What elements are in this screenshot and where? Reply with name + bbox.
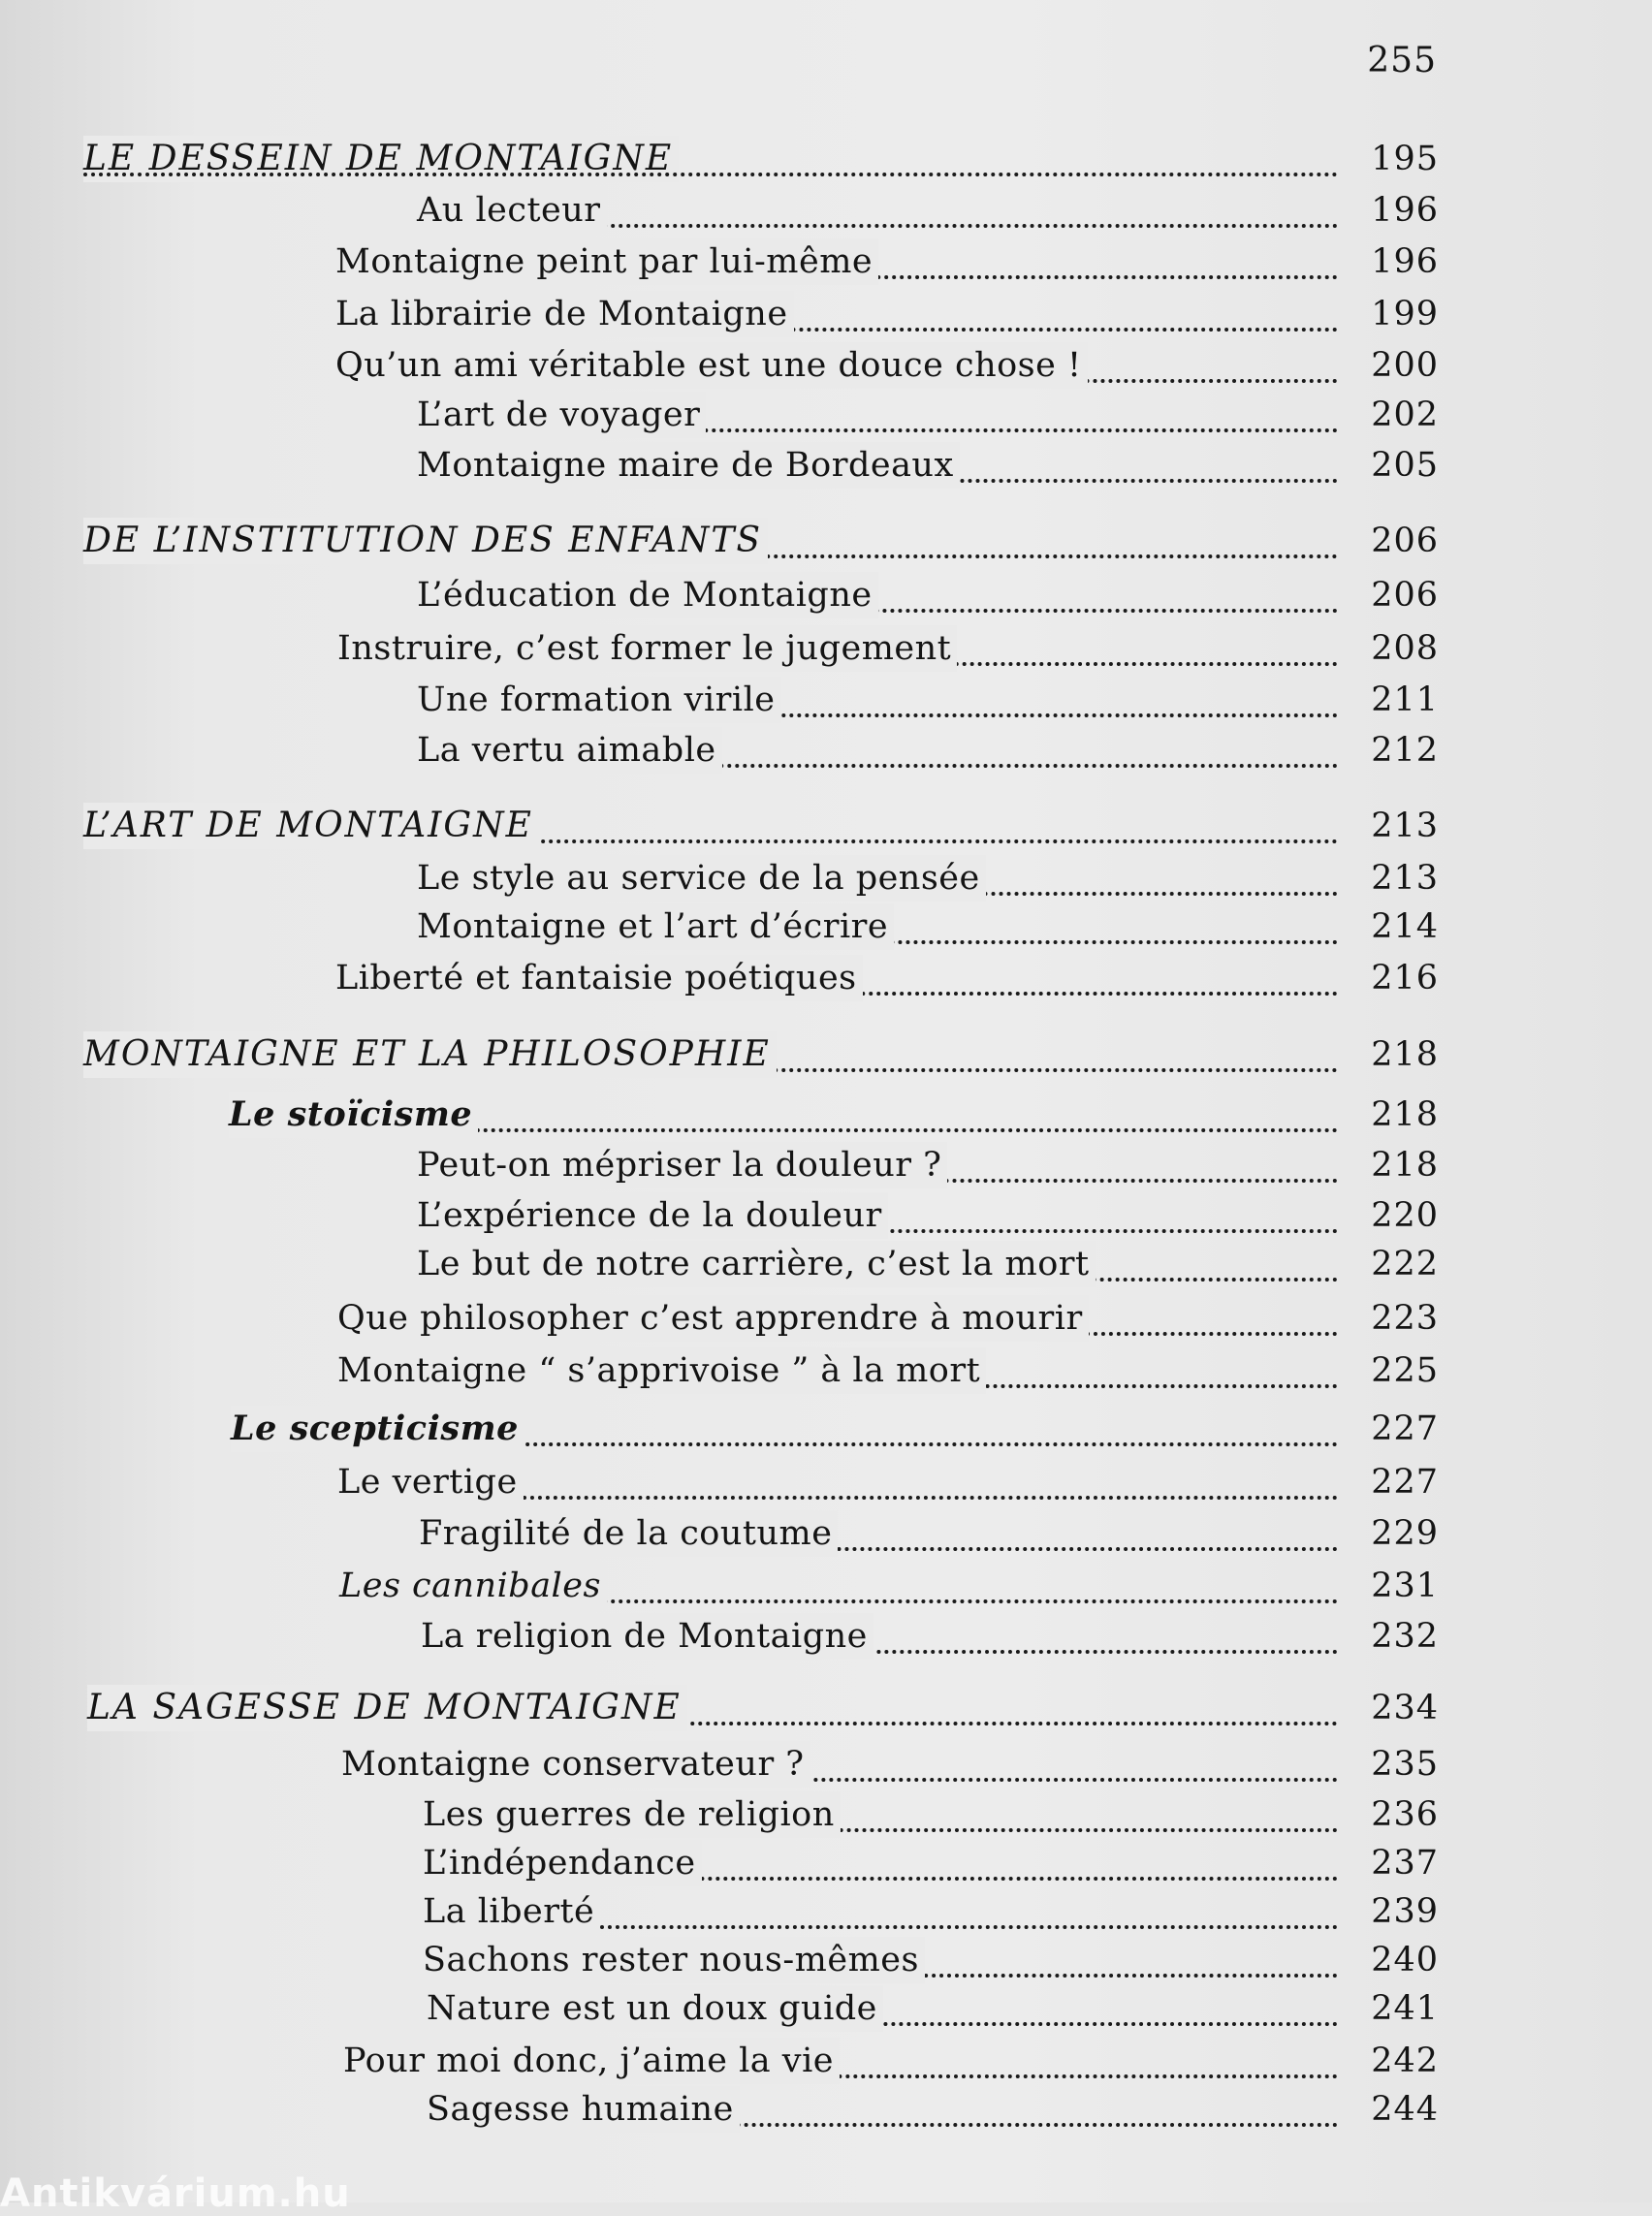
- toc-label: DE L’INSTITUTION DES ENFANTS: [83, 518, 768, 564]
- toc-entry: [0, 442, 1652, 489]
- toc-page: 234: [1371, 1689, 1439, 1727]
- toc-label: Montaigne peint par lui-même: [335, 238, 878, 285]
- toc-entry: [0, 572, 1652, 618]
- toc-page: 231: [1371, 1567, 1439, 1605]
- toc-label: L’éducation de Montaigne: [417, 572, 878, 618]
- toc-label: Le vertige: [337, 1459, 524, 1505]
- toc-page: 196: [1371, 191, 1439, 230]
- toc-label: Qu’un ami véritable est une douce chose !: [335, 342, 1088, 389]
- toc-section: [0, 136, 1652, 182]
- toc-section: [0, 803, 1652, 849]
- toc-page: 227: [1371, 1463, 1439, 1502]
- toc-label: La librairie de Montaigne: [335, 291, 794, 337]
- toc-page: 218: [1371, 1035, 1439, 1074]
- toc-label: LA SAGESSE DE MONTAIGNE: [87, 1685, 687, 1731]
- toc-page: 244: [1371, 2090, 1439, 2129]
- toc-page: 206: [1371, 522, 1439, 560]
- toc-page: 239: [1371, 1892, 1439, 1931]
- toc-label: Le style au service de la pensée: [417, 855, 986, 902]
- toc-label: Instruire, c’est former le jugement: [337, 625, 957, 672]
- toc-label: Sachons rester nous-mêmes: [423, 1937, 925, 1983]
- toc-label: Au lecteur: [417, 187, 607, 234]
- toc-label: Pour moi donc, j’aime la vie: [343, 2038, 840, 2084]
- toc-page: 202: [1371, 396, 1439, 434]
- toc-page: 214: [1371, 907, 1439, 946]
- toc-entry: [0, 2086, 1652, 2133]
- toc-label: Les cannibales: [339, 1563, 607, 1609]
- toc-entry: [0, 2038, 1652, 2084]
- toc-page: 229: [1371, 1514, 1439, 1553]
- toc-entry: [0, 903, 1652, 950]
- toc-label: MONTAIGNE ET LA PHILOSOPHIE: [83, 1031, 777, 1078]
- toc-label: Sagesse humaine: [427, 2086, 740, 2133]
- toc-label: Fragilité de la coutume: [419, 1510, 838, 1557]
- toc-page: 240: [1371, 1941, 1439, 1979]
- toc-page: 200: [1371, 346, 1439, 385]
- toc-label: Les guerres de religion: [423, 1791, 841, 1838]
- toc-page: 205: [1371, 446, 1439, 485]
- toc-entry: [0, 1937, 1652, 1983]
- toc-page: 195: [1371, 140, 1439, 178]
- toc-entry: [0, 855, 1652, 902]
- toc-page: 232: [1371, 1617, 1439, 1656]
- leader-dots: [83, 142, 1338, 176]
- toc-page: 225: [1371, 1351, 1439, 1390]
- toc-entry: [0, 1791, 1652, 1838]
- toc-label: La liberté: [423, 1888, 600, 1935]
- toc-label: Peut-on mépriser la douleur ?: [417, 1142, 947, 1188]
- toc-page: 223: [1371, 1299, 1439, 1338]
- toc-page: 236: [1371, 1795, 1439, 1834]
- toc-page: 227: [1371, 1409, 1439, 1448]
- toc-entry: [0, 1840, 1652, 1886]
- toc-section: [0, 518, 1652, 564]
- toc-label: Que philosopher c’est apprendre à mourir: [337, 1295, 1089, 1342]
- toc-page: 235: [1371, 1745, 1439, 1784]
- toc-entry: [0, 1192, 1652, 1239]
- toc-label: Liberté et fantaisie poétiques: [335, 955, 863, 1001]
- toc-label: Le but de notre carrière, c’est la mort: [417, 1241, 1096, 1287]
- toc-label: L’art de voyager: [417, 392, 706, 438]
- toc-entry: [0, 1563, 1652, 1609]
- toc-entry: [0, 238, 1652, 285]
- toc-page: 213: [1371, 807, 1439, 845]
- toc-entry: [0, 1510, 1652, 1557]
- toc-page: 237: [1371, 1844, 1439, 1883]
- toc-label: Le stoïcisme: [229, 1092, 478, 1138]
- toc-entry: [0, 392, 1652, 438]
- toc-label: L’expérience de la douleur: [417, 1192, 888, 1239]
- toc-entry: [0, 1142, 1652, 1188]
- toc-label: Le scepticisme: [231, 1406, 524, 1452]
- toc-page: 211: [1371, 681, 1439, 719]
- toc-label: La religion de Montaigne: [421, 1613, 874, 1660]
- toc-label: Montaigne conservateur ?: [341, 1741, 810, 1788]
- toc-page: 222: [1371, 1245, 1439, 1283]
- toc-entry: [0, 291, 1652, 337]
- toc-page: 241: [1371, 1989, 1439, 2028]
- page-number: 255: [1367, 41, 1437, 80]
- toc-entry: [0, 1347, 1652, 1394]
- toc-label: Montaigne “ s’apprivoise ” à la mort: [337, 1347, 986, 1394]
- toc-entry: [0, 1295, 1652, 1342]
- toc-page: 212: [1371, 731, 1439, 770]
- toc-label: Montaigne et l’art d’écrire: [417, 903, 894, 950]
- toc-entry: [0, 187, 1652, 234]
- toc-page: 216: [1371, 959, 1439, 997]
- toc-label: L’ART DE MONTAIGNE: [83, 803, 539, 849]
- toc-label: Montaigne maire de Bordeaux: [417, 442, 960, 489]
- toc-entry: [0, 955, 1652, 1001]
- toc-subsection: [0, 1092, 1652, 1138]
- toc-entry: [0, 727, 1652, 774]
- toc-entry: [0, 677, 1652, 723]
- toc-entry: [0, 342, 1652, 389]
- toc-page: 208: [1371, 629, 1439, 668]
- toc-entry: [0, 1613, 1652, 1660]
- toc-label: L’indépendance: [423, 1840, 702, 1886]
- toc-subsection: [0, 1406, 1652, 1452]
- toc-label: LE DESSEIN DE MONTAIGNE: [83, 136, 679, 182]
- toc-label: La vertu aimable: [417, 727, 722, 774]
- watermark: Antikvárium.hu: [0, 2171, 351, 2216]
- toc-entry: [0, 1888, 1652, 1935]
- toc-page: 213: [1371, 859, 1439, 898]
- toc-label: Une formation virile: [417, 677, 781, 723]
- toc-entry: [0, 1241, 1652, 1287]
- toc-page: 220: [1371, 1196, 1439, 1235]
- toc-section: [0, 1685, 1652, 1731]
- toc-entry: [0, 1741, 1652, 1788]
- toc-page: 242: [1371, 2042, 1439, 2080]
- toc-page: 206: [1371, 576, 1439, 615]
- toc-page: 218: [1371, 1146, 1439, 1185]
- toc-entry: [0, 1459, 1652, 1505]
- toc-page: 199: [1371, 295, 1439, 333]
- toc-label: Nature est un doux guide: [427, 1985, 883, 2032]
- toc-page: 196: [1371, 242, 1439, 281]
- toc-entry: [0, 625, 1652, 672]
- toc-page: 218: [1371, 1095, 1439, 1134]
- toc-entry: [0, 1985, 1652, 2032]
- toc-section: [0, 1031, 1652, 1078]
